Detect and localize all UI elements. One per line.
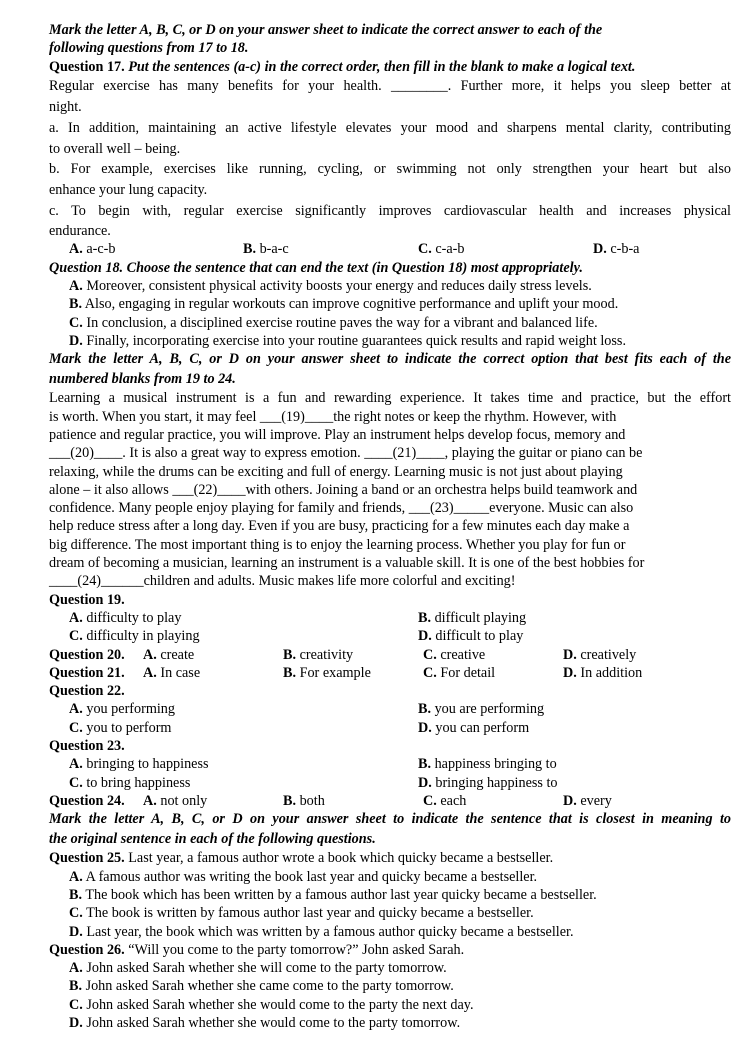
answer-option-b[interactable]: B. both [283,792,325,809]
section-instruction-19-24-cont: numbered blanks from 19 to 24. [49,370,236,387]
answer-option-a[interactable]: A. bringing to happiness [69,756,209,773]
answer-option-a[interactable]: A. John asked Sarah whether she will come to the party tomorrow. [69,960,447,977]
passage-line: help reduce stress after a long day. Even if you are busy, practicing for a few minutes each day make a [49,518,630,535]
passage-line: big difference. The most important thing is to enjoy the learning process. Whether you play for fun or [49,536,626,553]
answer-option-b[interactable]: B. For example [283,664,371,681]
answer-option-c[interactable]: C. you to perform [69,719,172,736]
question-26-text: “Will you come to the party tomorrow?” John asked Sarah. [128,941,465,958]
question-25-text: Last year, a famous author wrote a book which quicky became a bestseller. [128,850,554,867]
section-instruction-17-18-cont: following questions from 17 to 18. [49,40,249,57]
sentence-a: a. In addition, maintaining an active lifestyle elevates your mood and sharpens mental clarity, contributing [49,119,731,136]
answer-option-a[interactable]: A. Moreover, consistent physical activity boosts your energy and reduces daily stress levels. [69,278,592,295]
question-25-label: Question 25. [49,850,125,867]
answer-option-d[interactable]: D. Finally, incorporating exercise into your routine guarantees quick results and rapid weight loss. [69,332,626,349]
question-21-row [49,664,731,682]
passage-line: dream of becoming a musician, learning an instrument is a valuable skill. It is one of the best hobbies for [49,555,645,572]
section-instruction-17-18: Mark the letter A, B, C, or D on your answer sheet to indicate the correct answer to each of the [49,22,603,38]
question-22-label: Question 22. [49,683,125,700]
answer-option-b[interactable]: B. b-a-c [243,241,289,258]
answer-option-a[interactable]: A. In case [143,664,201,681]
answer-option-b[interactable]: B. John asked Sarah whether she came come to the party tomorrow. [69,978,454,995]
section-instruction-25-26: Mark the letter A, B, C, or D on your answer sheet to indicate the sentence that is closest in meaning to [49,811,731,828]
answer-option-d[interactable]: D. In addition [563,664,643,681]
question-21-label: Question 21. [49,664,125,681]
answer-option-d[interactable]: D. creatively [563,646,637,663]
question-17-instruction: Put the sentences (a-c) in the correct order, then fill in the blank to make a logical text. [128,58,636,75]
question-17-text-cont: night. [49,98,82,115]
question-17-text: Regular exercise has many benefits for your health. ________. Further more, it helps you sleep better at [49,77,731,94]
sentence-b: b. For example, exercises like running, cycling, or swimming not only strengthen your heart but also [49,161,731,178]
answer-option-c[interactable]: C. John asked Sarah whether she would come to the party the next day. [69,996,474,1013]
question-20-label: Question 20. [49,646,125,663]
passage-line: ___(20)____. It is also a great way to express emotion. ____(21)____, playing the guitar or piano can be [49,445,643,462]
answer-option-d[interactable]: D. you can perform [418,719,530,736]
answer-option-c[interactable]: C. each [423,792,467,809]
answer-option-a[interactable]: A. you performing [69,701,175,718]
question-25-stem [49,849,731,867]
reading-passage [49,389,731,590]
answer-option-c[interactable]: C. difficulty in playing [69,628,200,645]
question-19-options-row2 [49,627,731,645]
passage-line: patience and regular practice, you will improve. Play an instrument helps develop focus, memory and [49,426,626,443]
question-19-options-row1 [49,609,731,627]
answer-option-d[interactable]: D. Last year, the book which was written by a famous author quicky became a bestseller. [69,923,574,940]
passage-line: alone – it also allows ___(22)____with others. Joining a band or an orchestra helps build teamwork and [49,481,638,498]
question-23-label: Question 23. [49,738,125,755]
section-instruction-25-26-cont: the original sentence in each of the following questions. [49,830,376,847]
answer-option-c[interactable]: C. For detail [423,664,496,681]
answer-option-b[interactable]: B. difficult playing [418,609,527,626]
answer-option-c[interactable]: C. c-a-b [418,241,465,258]
question-18-heading: Question 18. Choose the sentence that can end the text (in Question 18) most appropriately. [49,259,583,276]
passage-line: relaxing, while the drums can be exciting and full of energy. Learning music is not just about playing [49,463,623,480]
question-22-options-row2 [49,719,731,737]
answer-option-d[interactable]: D. John asked Sarah whether she would come to the party tomorrow. [69,1015,461,1032]
question-17-options [49,240,731,258]
sentence-b-cont: enhance your lung capacity. [49,182,208,199]
passage-line: ____(24)______children and adults. Music makes life more colorful and exciting! [49,573,516,590]
question-23-options-row2 [49,774,731,792]
answer-option-c[interactable]: C. The book is written by famous author last year and quicky became a bestseller. [69,905,534,922]
answer-option-a[interactable]: A. difficulty to play [69,609,182,626]
question-24-label: Question 24. [49,792,125,809]
section-instruction-19-24: Mark the letter A, B, C, or D on your answer sheet to indicate the correct option that best fits each of the [49,351,731,368]
question-26-stem [49,941,731,959]
question-17-heading [49,58,731,76]
answer-option-b[interactable]: B. The book which has been written by a famous author last year quicky became a bestseller. [69,887,597,903]
sentence-c-cont: endurance. [49,223,111,240]
answer-option-a[interactable]: A. create [143,646,195,663]
answer-option-c[interactable]: C. to bring happiness [69,774,191,791]
answer-option-d[interactable]: D. every [563,792,612,809]
answer-option-b[interactable]: B. happiness bringing to [418,756,557,773]
question-22-options-row1 [49,700,731,718]
answer-option-d[interactable]: D. bringing happiness to [418,774,558,791]
sentence-c: c. To begin with, regular exercise significantly improves cardiovascular health and increases physical [49,203,731,220]
question-24-row [49,792,731,810]
answer-option-a[interactable]: A. not only [143,792,208,809]
answer-option-d[interactable]: D. c-b-a [593,241,640,258]
answer-option-b[interactable]: B. you are performing [418,701,545,718]
answer-option-a[interactable]: A. A famous author was writing the book last year and quicky became a bestseller. [69,868,538,885]
passage-line: confidence. Many people enjoy playing for family and friends, ___(23)_____everyone. Music can also [49,500,634,517]
passage-line: is worth. When you start, it may feel ___(19)____the right notes or keep the rhythm. However, with [49,408,617,425]
answer-option-a[interactable]: A. a-c-b [69,241,116,258]
answer-option-d[interactable]: D. difficult to play [418,628,524,645]
question-17-label: Question 17. [49,58,125,75]
question-19-label: Question 19. [49,591,125,608]
question-20-row [49,646,731,664]
passage-line: Learning a musical instrument is a fun and rewarding experience. It takes time and practice, but the effort [49,390,731,407]
answer-option-b[interactable]: B. Also, engaging in regular workouts can improve cognitive performance and uplift your mood. [69,296,619,313]
question-26-label: Question 26. [49,941,125,958]
answer-option-c[interactable]: C. In conclusion, a disciplined exercise routine paves the way for a vibrant and balanced life. [69,314,598,331]
sentence-a-cont: to overall well – being. [49,140,181,157]
answer-option-b[interactable]: B. creativity [283,646,354,663]
question-23-options-row1 [49,755,731,773]
answer-option-c[interactable]: C. creative [423,646,486,663]
worksheet-page [49,21,731,1032]
